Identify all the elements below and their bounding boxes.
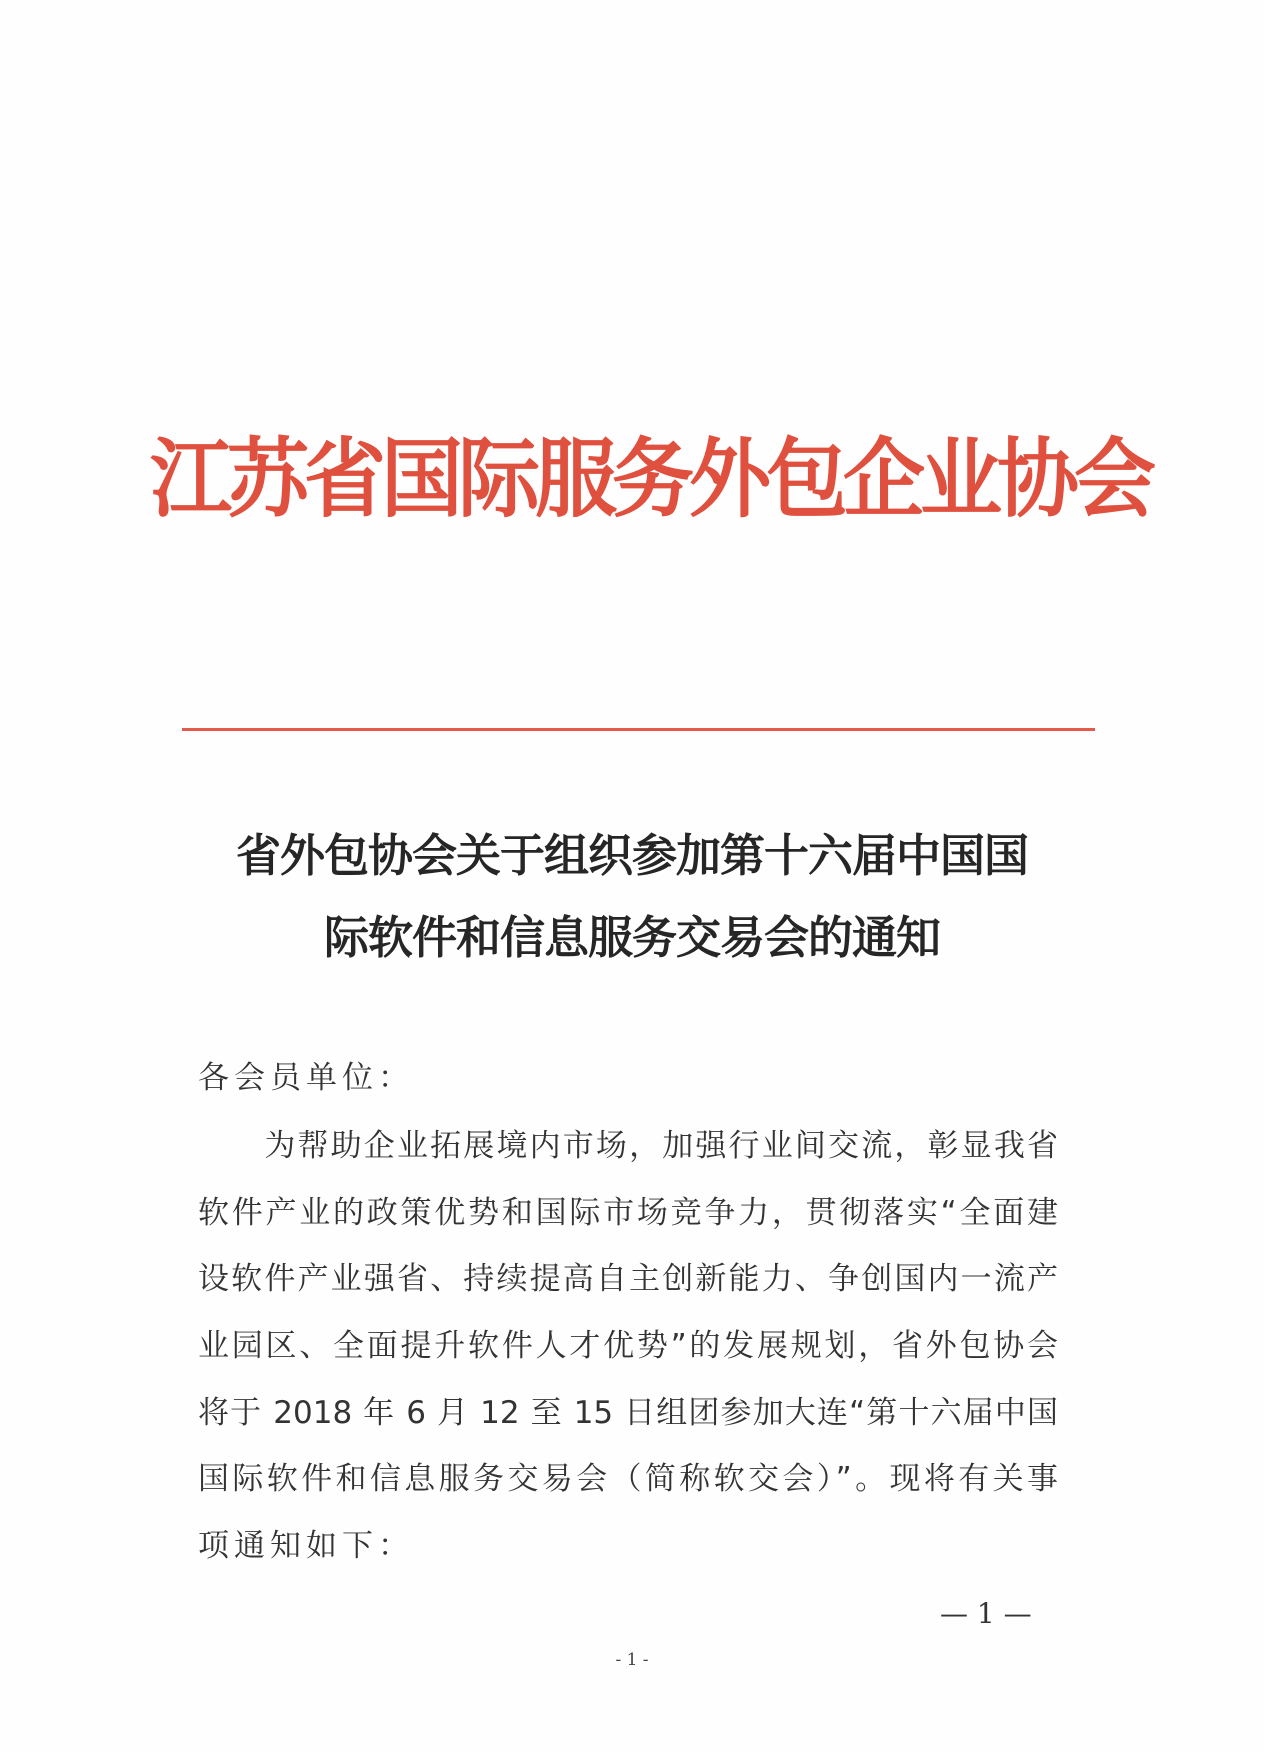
document-title-line-2: 际软件和信息服务交易会的通知 [323,911,940,964]
organization-letterhead: 江苏省国际服务外包企业协会 [150,429,1152,530]
body-line: 为帮助企业拓展境内市场，加强行业间交流，彰显我省 [198,1128,1058,1164]
body-paragraph [198,1126,1058,1593]
body-line: 项通知如下： [198,1528,414,1565]
document-title [150,815,1114,979]
body-line: 设软件产业强省、持续提高自主创新能力、争创国内一流产 [198,1261,1058,1298]
red-separator-line [182,728,1095,731]
body-line: 业园区、全面提升软件人才优势”的发展规划，省外包协会 [198,1328,1058,1365]
body-line: 将于 2018 年 6 月 12 至 15 日组团参加大连“第十六届中国 [198,1394,1058,1431]
page-number: — 1 — [940,1597,1032,1630]
salutation: 各会员单位： [198,1060,414,1096]
body-line: 国际软件和信息服务交易会（简称软交会）”。现将有关事 [198,1461,1058,1498]
document-title-line-1: 省外包协会关于组织参加第十六届中国国 [235,829,1028,882]
body-line: 软件产业的政策优势和国际市场竞争力，贯彻落实“全面建 [198,1194,1058,1231]
footer-page-number: - 1 - [615,1650,649,1670]
